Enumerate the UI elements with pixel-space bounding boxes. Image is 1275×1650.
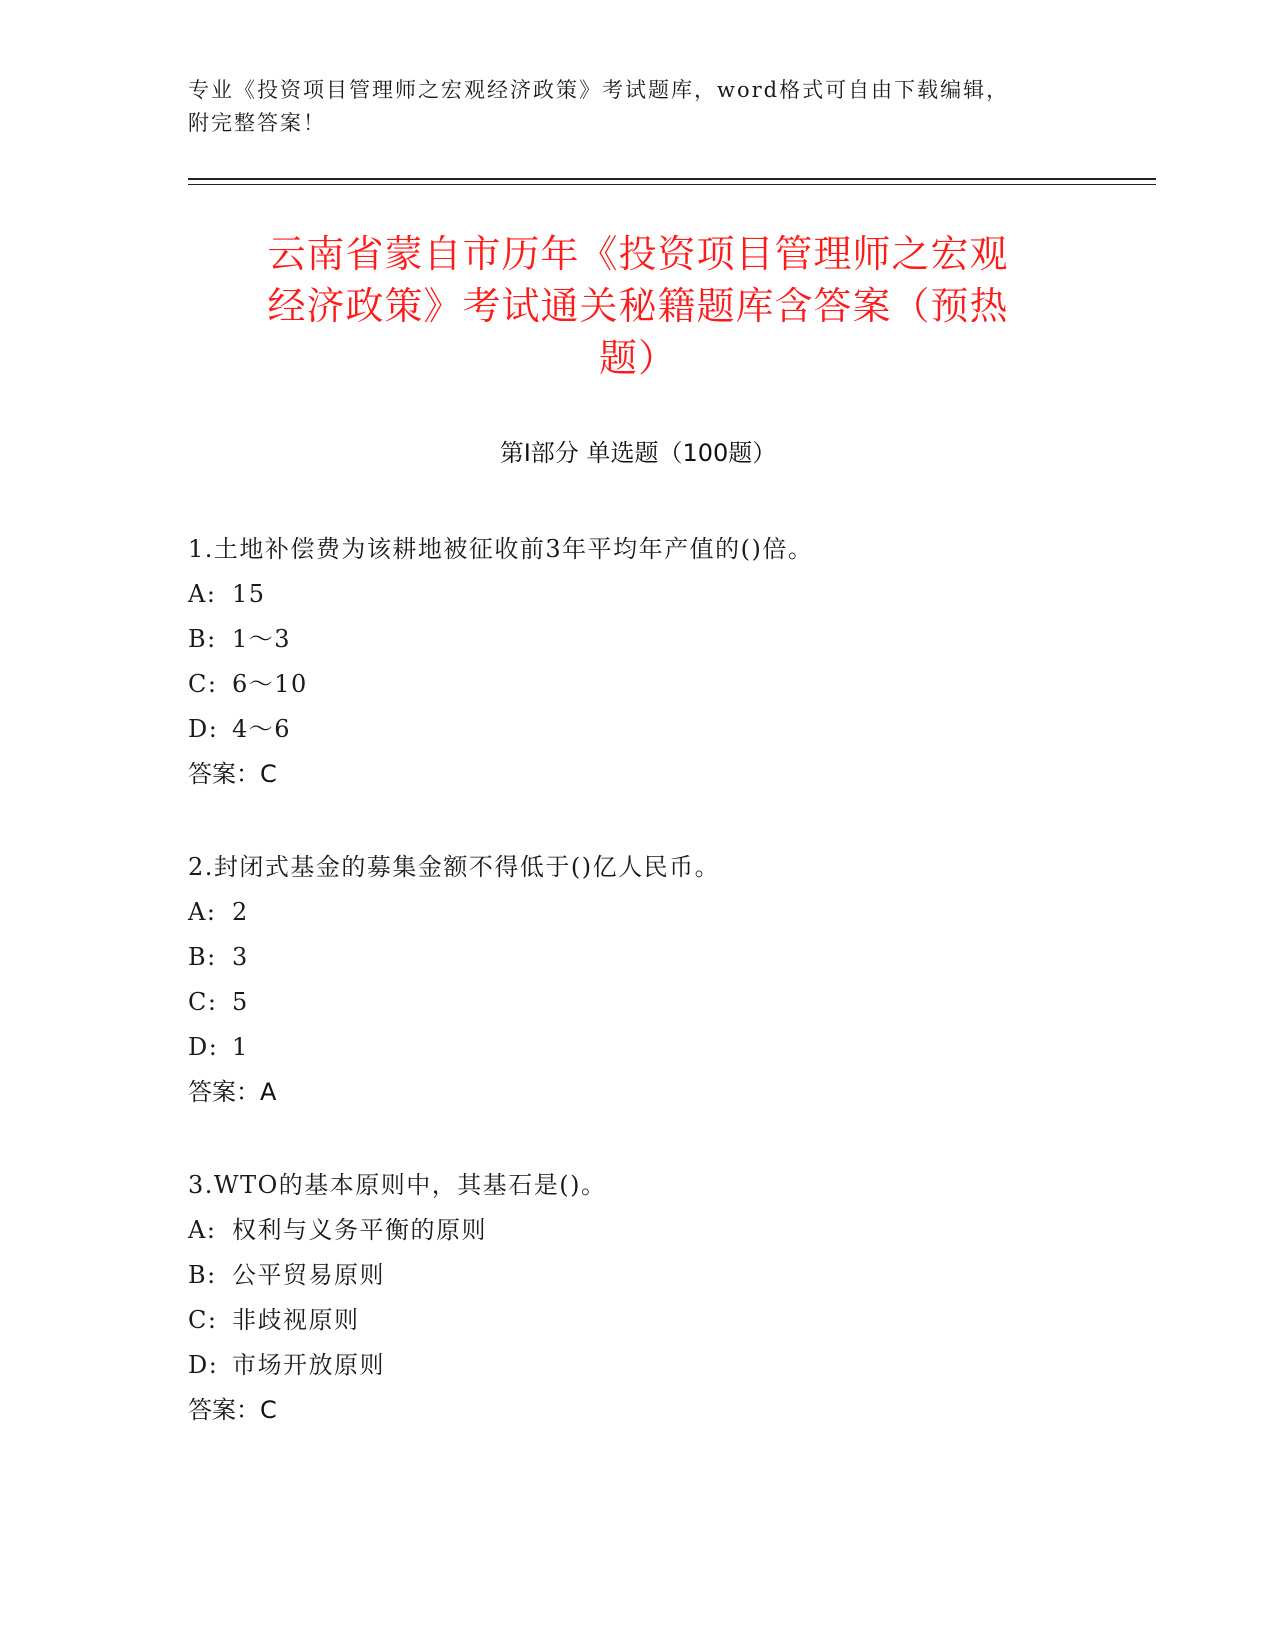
option-key: A:: [188, 898, 217, 926]
option-text: 市场开放原则: [232, 1351, 385, 1379]
option-c: [188, 662, 1156, 707]
option-text: 4～6: [232, 715, 292, 743]
option-text: 1: [232, 1033, 249, 1061]
answer: 答案：A: [188, 1078, 277, 1106]
question-3: [188, 1163, 1156, 1433]
option-text: 1～3: [232, 625, 292, 653]
header-divider-thin: [188, 184, 1156, 185]
option-text: 15: [232, 580, 266, 608]
question-list: [188, 527, 1156, 1481]
option-d: [188, 1025, 1156, 1070]
answer: 答案：C: [188, 1396, 277, 1424]
question-1: [188, 527, 1156, 797]
option-a: [188, 890, 1156, 935]
option-key: C:: [188, 988, 218, 1016]
header-note-line-1: 专业《投资项目管理师之宏观经济政策》考试题库，word格式可自由下载编辑，: [188, 78, 1010, 102]
option-b: [188, 1253, 1156, 1298]
option-text: 2: [232, 898, 249, 926]
option-b: [188, 617, 1156, 662]
answer: 答案：C: [188, 760, 277, 788]
document-title-line-1: 云南省蒙自市历年《投资项目管理师之宏观: [267, 232, 1009, 276]
option-c: [188, 1298, 1156, 1343]
section-title: 第Ⅰ部分 单选题（100题）: [499, 439, 777, 467]
option-d: [188, 707, 1156, 752]
option-key: B:: [188, 943, 217, 971]
option-text: 公平贸易原则: [232, 1261, 385, 1289]
option-d: [188, 1343, 1156, 1388]
option-key: A:: [188, 1216, 217, 1244]
option-key: B:: [188, 625, 217, 653]
question-stem: 3.WTO的基本原则中，其基石是()。: [188, 1171, 607, 1199]
option-key: D:: [188, 1033, 219, 1061]
option-key: A:: [188, 580, 217, 608]
option-key: B:: [188, 1261, 217, 1289]
option-key: C:: [188, 1306, 218, 1334]
option-a: [188, 572, 1156, 617]
question-stem: 2.封闭式基金的募集金额不得低于()亿人民币。: [188, 853, 721, 881]
question-stem: 1.土地补偿费为该耕地被征收前3年平均年产值的()倍。: [188, 535, 814, 563]
header-note-line-2: 附完整答案！: [188, 111, 326, 135]
header-note: [188, 74, 1088, 140]
option-c: [188, 980, 1156, 1025]
option-text: 6～10: [232, 670, 308, 698]
option-text: 3: [232, 943, 249, 971]
option-b: [188, 935, 1156, 980]
header-divider-thick: [188, 178, 1156, 180]
option-a: [188, 1208, 1156, 1253]
document-title-line-3: 题）: [598, 336, 677, 380]
option-text: 5: [232, 988, 249, 1016]
option-text: 权利与义务平衡的原则: [232, 1216, 487, 1244]
question-2: [188, 845, 1156, 1115]
option-text: 非歧视原则: [232, 1306, 360, 1334]
option-key: D:: [188, 715, 219, 743]
option-key: C:: [188, 670, 218, 698]
document-title: [188, 228, 1088, 384]
document-title-line-2: 经济政策》考试通关秘籍题库含答案（预热: [267, 284, 1009, 328]
option-key: D:: [188, 1351, 219, 1379]
